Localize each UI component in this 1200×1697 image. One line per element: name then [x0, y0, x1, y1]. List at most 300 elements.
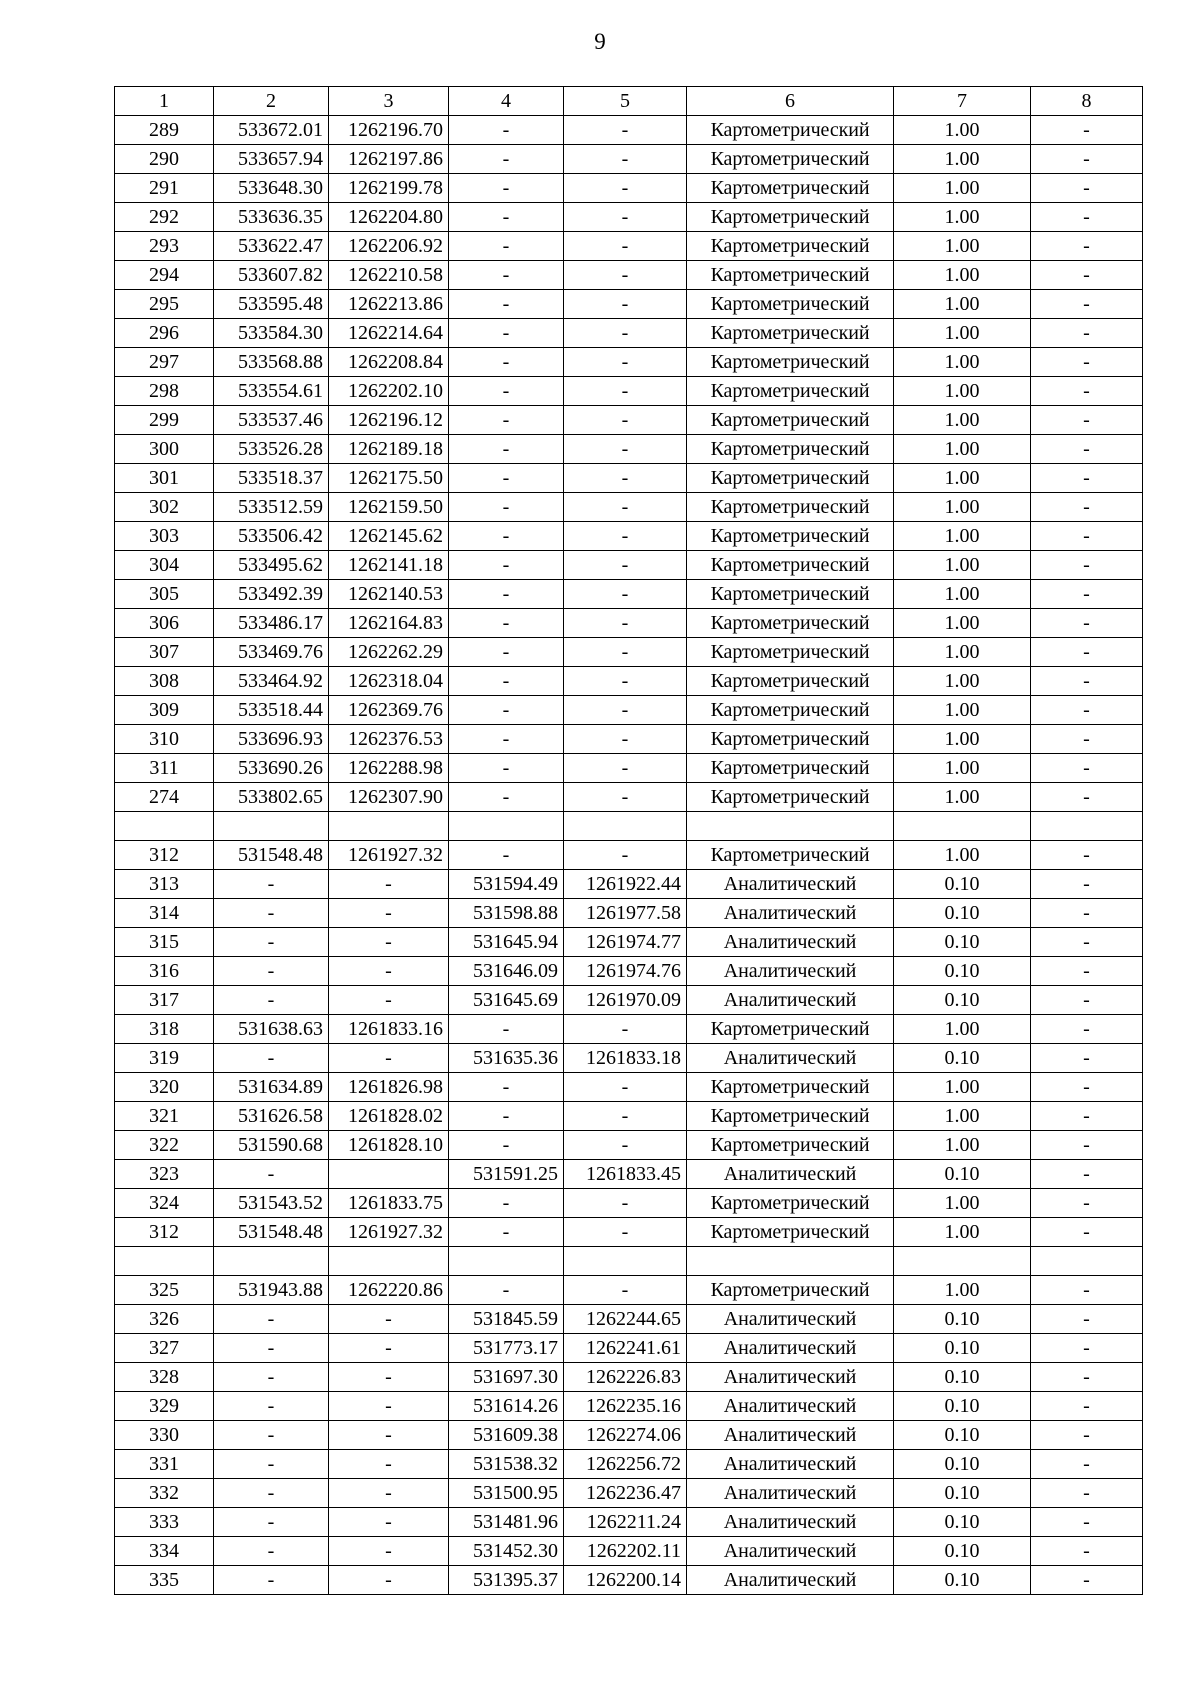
- y-coord-cell: 1261828.10: [329, 1131, 449, 1160]
- table-row: [115, 1537, 1143, 1566]
- x-new-cell: -: [449, 696, 564, 725]
- accuracy-cell: 0.10: [894, 1305, 1031, 1334]
- x-coord-cell: -: [214, 928, 329, 957]
- y-coord-cell: -: [329, 928, 449, 957]
- table-row: [115, 899, 1143, 928]
- note-cell: -: [1031, 1450, 1143, 1479]
- method-cell: [687, 812, 894, 841]
- x-coord-cell: 533584.30: [214, 319, 329, 348]
- note-cell: -: [1031, 1073, 1143, 1102]
- table-row: [115, 928, 1143, 957]
- table-row: [115, 1160, 1143, 1189]
- method-cell: Картометрический: [687, 1189, 894, 1218]
- x-new-cell: -: [449, 1131, 564, 1160]
- accuracy-cell: 0.10: [894, 1508, 1031, 1537]
- y-new-cell: -: [564, 145, 687, 174]
- x-new-cell: -: [449, 232, 564, 261]
- method-cell: Аналитический: [687, 870, 894, 899]
- accuracy-cell: 0.10: [894, 1392, 1031, 1421]
- note-cell: -: [1031, 1508, 1143, 1537]
- note-cell: -: [1031, 1160, 1143, 1189]
- y-coord-cell: 1262199.78: [329, 174, 449, 203]
- method-cell: Картометрический: [687, 1276, 894, 1305]
- accuracy-cell: 1.00: [894, 1131, 1031, 1160]
- y-new-cell: -: [564, 522, 687, 551]
- x-coord-cell: 531548.48: [214, 841, 329, 870]
- method-cell: Аналитический: [687, 899, 894, 928]
- accuracy-cell: 1.00: [894, 725, 1031, 754]
- table-row: [115, 406, 1143, 435]
- x-coord-cell: 533607.82: [214, 261, 329, 290]
- accuracy-cell: [894, 812, 1031, 841]
- table-body: [115, 116, 1143, 1595]
- x-new-cell: -: [449, 783, 564, 812]
- y-coord-cell: -: [329, 1044, 449, 1073]
- y-new-cell: -: [564, 174, 687, 203]
- method-cell: Картометрический: [687, 1015, 894, 1044]
- x-coord-cell: 533636.35: [214, 203, 329, 232]
- accuracy-cell: 1.00: [894, 261, 1031, 290]
- method-cell: Аналитический: [687, 1421, 894, 1450]
- note-cell: -: [1031, 1131, 1143, 1160]
- x-coord-cell: -: [214, 986, 329, 1015]
- accuracy-cell: 0.10: [894, 957, 1031, 986]
- method-cell: Картометрический: [687, 116, 894, 145]
- y-new-cell: -: [564, 319, 687, 348]
- table-row: [115, 232, 1143, 261]
- note-cell: -: [1031, 1334, 1143, 1363]
- method-cell: Аналитический: [687, 1537, 894, 1566]
- y-new-cell: -: [564, 725, 687, 754]
- y-new-cell: 1261833.45: [564, 1160, 687, 1189]
- y-coord-cell: 1262196.12: [329, 406, 449, 435]
- point-number-cell: 327: [115, 1334, 214, 1363]
- accuracy-cell: 1.00: [894, 319, 1031, 348]
- x-new-cell: -: [449, 348, 564, 377]
- x-coord-cell: 533622.47: [214, 232, 329, 261]
- accuracy-cell: 1.00: [894, 232, 1031, 261]
- point-number-cell: 334: [115, 1537, 214, 1566]
- y-coord-cell: 1261927.32: [329, 841, 449, 870]
- table-row: [115, 783, 1143, 812]
- x-coord-cell: 533568.88: [214, 348, 329, 377]
- note-cell: -: [1031, 493, 1143, 522]
- point-number-cell: 308: [115, 667, 214, 696]
- accuracy-cell: 0.10: [894, 1566, 1031, 1595]
- note-cell: -: [1031, 1102, 1143, 1131]
- method-cell: Картометрический: [687, 174, 894, 203]
- note-cell: -: [1031, 1015, 1143, 1044]
- point-number-cell: 300: [115, 435, 214, 464]
- note-cell: -: [1031, 551, 1143, 580]
- note-cell: -: [1031, 928, 1143, 957]
- x-coord-cell: 533486.17: [214, 609, 329, 638]
- accuracy-cell: 1.00: [894, 522, 1031, 551]
- x-coord-cell: 533492.39: [214, 580, 329, 609]
- table-row: [115, 290, 1143, 319]
- note-cell: [1031, 1247, 1143, 1276]
- y-new-cell: -: [564, 261, 687, 290]
- y-coord-cell: 1262208.84: [329, 348, 449, 377]
- note-cell: -: [1031, 1305, 1143, 1334]
- table-row: [115, 464, 1143, 493]
- point-number-cell: 328: [115, 1363, 214, 1392]
- point-number-cell: [115, 1247, 214, 1276]
- note-cell: -: [1031, 1421, 1143, 1450]
- method-cell: Картометрический: [687, 551, 894, 580]
- x-coord-cell: 531943.88: [214, 1276, 329, 1305]
- x-new-cell: -: [449, 638, 564, 667]
- accuracy-cell: 0.10: [894, 1421, 1031, 1450]
- x-coord-cell: -: [214, 1566, 329, 1595]
- note-cell: -: [1031, 725, 1143, 754]
- y-new-cell: -: [564, 1102, 687, 1131]
- note-cell: -: [1031, 116, 1143, 145]
- accuracy-cell: 1.00: [894, 377, 1031, 406]
- y-coord-cell: 1262376.53: [329, 725, 449, 754]
- note-cell: -: [1031, 1537, 1143, 1566]
- note-cell: -: [1031, 638, 1143, 667]
- accuracy-cell: 1.00: [894, 667, 1031, 696]
- table-row: [115, 841, 1143, 870]
- accuracy-cell: 1.00: [894, 145, 1031, 174]
- method-cell: Картометрический: [687, 464, 894, 493]
- accuracy-cell: 0.10: [894, 928, 1031, 957]
- table-row: [115, 1363, 1143, 1392]
- x-coord-cell: -: [214, 1160, 329, 1189]
- y-coord-cell: 1262318.04: [329, 667, 449, 696]
- point-number-cell: 310: [115, 725, 214, 754]
- accuracy-cell: 1.00: [894, 754, 1031, 783]
- x-coord-cell: 533512.59: [214, 493, 329, 522]
- point-number-cell: 319: [115, 1044, 214, 1073]
- point-number-cell: 294: [115, 261, 214, 290]
- x-coord-cell: -: [214, 1044, 329, 1073]
- point-number-cell: 297: [115, 348, 214, 377]
- point-number-cell: 323: [115, 1160, 214, 1189]
- table-row: [115, 667, 1143, 696]
- x-new-cell: 531773.17: [449, 1334, 564, 1363]
- x-new-cell: [449, 812, 564, 841]
- y-new-cell: 1262244.65: [564, 1305, 687, 1334]
- x-coord-cell: -: [214, 1305, 329, 1334]
- point-number-cell: 332: [115, 1479, 214, 1508]
- x-coord-cell: 533554.61: [214, 377, 329, 406]
- method-cell: Аналитический: [687, 986, 894, 1015]
- table-row: [115, 754, 1143, 783]
- y-new-cell: 1262236.47: [564, 1479, 687, 1508]
- point-number-cell: 299: [115, 406, 214, 435]
- y-coord-cell: -: [329, 986, 449, 1015]
- y-new-cell: 1261833.18: [564, 1044, 687, 1073]
- point-number-cell: 316: [115, 957, 214, 986]
- method-cell: Аналитический: [687, 928, 894, 957]
- method-cell: Картометрический: [687, 435, 894, 464]
- table-row: [115, 1450, 1143, 1479]
- point-number-cell: 314: [115, 899, 214, 928]
- y-new-cell: -: [564, 609, 687, 638]
- x-new-cell: -: [449, 1015, 564, 1044]
- table-row: [115, 116, 1143, 145]
- y-new-cell: 1261974.76: [564, 957, 687, 986]
- x-new-cell: -: [449, 406, 564, 435]
- note-cell: -: [1031, 580, 1143, 609]
- table-row: [115, 1218, 1143, 1247]
- header-cell: 2: [214, 87, 329, 116]
- x-new-cell: -: [449, 493, 564, 522]
- x-coord-cell: 533526.28: [214, 435, 329, 464]
- x-coord-cell: -: [214, 1450, 329, 1479]
- table-row: [115, 1392, 1143, 1421]
- table-row: [115, 957, 1143, 986]
- y-new-cell: -: [564, 638, 687, 667]
- x-new-cell: -: [449, 290, 564, 319]
- y-coord-cell: 1262197.86: [329, 145, 449, 174]
- y-coord-cell: [329, 1160, 449, 1189]
- y-coord-cell: 1262210.58: [329, 261, 449, 290]
- y-coord-cell: 1262189.18: [329, 435, 449, 464]
- x-new-cell: 531646.09: [449, 957, 564, 986]
- note-cell: -: [1031, 232, 1143, 261]
- x-coord-cell: 533657.94: [214, 145, 329, 174]
- accuracy-cell: 0.10: [894, 1479, 1031, 1508]
- table-row: [115, 1131, 1143, 1160]
- coordinates-table: [114, 86, 1143, 1595]
- point-number-cell: 312: [115, 841, 214, 870]
- table-row: [115, 1479, 1143, 1508]
- note-cell: -: [1031, 754, 1143, 783]
- header-cell: 6: [687, 87, 894, 116]
- method-cell: Аналитический: [687, 957, 894, 986]
- method-cell: Картометрический: [687, 290, 894, 319]
- x-coord-cell: 533469.76: [214, 638, 329, 667]
- point-number-cell: 307: [115, 638, 214, 667]
- x-new-cell: 531591.25: [449, 1160, 564, 1189]
- table-row: [115, 1015, 1143, 1044]
- header-cell: 3: [329, 87, 449, 116]
- table-row: [115, 870, 1143, 899]
- method-cell: Аналитический: [687, 1392, 894, 1421]
- x-new-cell: 531645.94: [449, 928, 564, 957]
- y-coord-cell: -: [329, 1508, 449, 1537]
- y-new-cell: -: [564, 696, 687, 725]
- note-cell: -: [1031, 1044, 1143, 1073]
- accuracy-cell: 1.00: [894, 174, 1031, 203]
- accuracy-cell: 1.00: [894, 1102, 1031, 1131]
- x-coord-cell: 531543.52: [214, 1189, 329, 1218]
- note-cell: -: [1031, 986, 1143, 1015]
- table-row: [115, 1189, 1143, 1218]
- accuracy-cell: 1.00: [894, 783, 1031, 812]
- y-coord-cell: 1262213.86: [329, 290, 449, 319]
- accuracy-cell: 1.00: [894, 203, 1031, 232]
- note-cell: -: [1031, 290, 1143, 319]
- header-cell: 8: [1031, 87, 1143, 116]
- point-number-cell: 320: [115, 1073, 214, 1102]
- y-new-cell: 1262211.24: [564, 1508, 687, 1537]
- x-coord-cell: 531634.89: [214, 1073, 329, 1102]
- y-new-cell: -: [564, 1131, 687, 1160]
- point-number-cell: 331: [115, 1450, 214, 1479]
- y-coord-cell: 1262206.92: [329, 232, 449, 261]
- y-new-cell: -: [564, 1276, 687, 1305]
- x-new-cell: [449, 1247, 564, 1276]
- x-new-cell: -: [449, 1189, 564, 1218]
- method-cell: Картометрический: [687, 377, 894, 406]
- x-coord-cell: -: [214, 1334, 329, 1363]
- table-row: [115, 145, 1143, 174]
- note-cell: -: [1031, 1479, 1143, 1508]
- note-cell: -: [1031, 609, 1143, 638]
- point-number-cell: 321: [115, 1102, 214, 1131]
- y-coord-cell: 1262369.76: [329, 696, 449, 725]
- y-new-cell: [564, 1247, 687, 1276]
- y-coord-cell: -: [329, 899, 449, 928]
- method-cell: Картометрический: [687, 638, 894, 667]
- y-new-cell: -: [564, 551, 687, 580]
- point-number-cell: 292: [115, 203, 214, 232]
- method-cell: Картометрический: [687, 232, 894, 261]
- table-row: [115, 1073, 1143, 1102]
- table-row: [115, 696, 1143, 725]
- note-cell: -: [1031, 957, 1143, 986]
- method-cell: Картометрический: [687, 783, 894, 812]
- y-new-cell: -: [564, 435, 687, 464]
- note-cell: -: [1031, 696, 1143, 725]
- y-coord-cell: 1262202.10: [329, 377, 449, 406]
- method-cell: Картометрический: [687, 406, 894, 435]
- accuracy-cell: 1.00: [894, 348, 1031, 377]
- x-new-cell: -: [449, 377, 564, 406]
- x-new-cell: -: [449, 203, 564, 232]
- x-new-cell: -: [449, 522, 564, 551]
- note-cell: -: [1031, 899, 1143, 928]
- y-coord-cell: 1262307.90: [329, 783, 449, 812]
- accuracy-cell: 1.00: [894, 696, 1031, 725]
- note-cell: -: [1031, 841, 1143, 870]
- note-cell: -: [1031, 783, 1143, 812]
- x-new-cell: 531697.30: [449, 1363, 564, 1392]
- x-coord-cell: 533518.44: [214, 696, 329, 725]
- y-coord-cell: 1262204.80: [329, 203, 449, 232]
- note-cell: -: [1031, 174, 1143, 203]
- y-new-cell: -: [564, 464, 687, 493]
- note-cell: -: [1031, 319, 1143, 348]
- point-number-cell: 293: [115, 232, 214, 261]
- header-cell: 4: [449, 87, 564, 116]
- y-coord-cell: 1262164.83: [329, 609, 449, 638]
- x-new-cell: -: [449, 609, 564, 638]
- table-row: [115, 493, 1143, 522]
- y-new-cell: -: [564, 493, 687, 522]
- table-row: [115, 1566, 1143, 1595]
- x-new-cell: -: [449, 464, 564, 493]
- x-new-cell: -: [449, 841, 564, 870]
- y-coord-cell: 1262288.98: [329, 754, 449, 783]
- accuracy-cell: 1.00: [894, 638, 1031, 667]
- x-new-cell: -: [449, 261, 564, 290]
- note-cell: -: [1031, 1363, 1143, 1392]
- y-coord-cell: 1261826.98: [329, 1073, 449, 1102]
- accuracy-cell: 0.10: [894, 986, 1031, 1015]
- x-coord-cell: 533696.93: [214, 725, 329, 754]
- table-row: [115, 1276, 1143, 1305]
- y-coord-cell: 1262214.64: [329, 319, 449, 348]
- x-coord-cell: -: [214, 870, 329, 899]
- y-coord-cell: 1262145.62: [329, 522, 449, 551]
- point-number-cell: 313: [115, 870, 214, 899]
- x-coord-cell: -: [214, 1508, 329, 1537]
- x-new-cell: -: [449, 116, 564, 145]
- x-new-cell: -: [449, 551, 564, 580]
- header-cell: 5: [564, 87, 687, 116]
- point-number-cell: 318: [115, 1015, 214, 1044]
- x-coord-cell: 533495.62: [214, 551, 329, 580]
- y-new-cell: -: [564, 116, 687, 145]
- x-new-cell: 531635.36: [449, 1044, 564, 1073]
- point-number-cell: 302: [115, 493, 214, 522]
- x-coord-cell: 533537.46: [214, 406, 329, 435]
- y-coord-cell: 1262262.29: [329, 638, 449, 667]
- point-number-cell: 296: [115, 319, 214, 348]
- y-new-cell: 1262200.14: [564, 1566, 687, 1595]
- method-cell: Картометрический: [687, 348, 894, 377]
- y-new-cell: -: [564, 754, 687, 783]
- y-coord-cell: -: [329, 1334, 449, 1363]
- accuracy-cell: 0.10: [894, 870, 1031, 899]
- accuracy-cell: 1.00: [894, 841, 1031, 870]
- x-new-cell: 531594.49: [449, 870, 564, 899]
- accuracy-cell: 1.00: [894, 435, 1031, 464]
- x-new-cell: 531481.96: [449, 1508, 564, 1537]
- x-coord-cell: -: [214, 1363, 329, 1392]
- x-new-cell: -: [449, 174, 564, 203]
- accuracy-cell: 1.00: [894, 1218, 1031, 1247]
- method-cell: Аналитический: [687, 1508, 894, 1537]
- note-cell: -: [1031, 145, 1143, 174]
- accuracy-cell: 0.10: [894, 1334, 1031, 1363]
- note-cell: -: [1031, 203, 1143, 232]
- y-new-cell: 1261974.77: [564, 928, 687, 957]
- y-coord-cell: -: [329, 1537, 449, 1566]
- table-row: [115, 1102, 1143, 1131]
- table-row: [115, 1247, 1143, 1276]
- note-cell: -: [1031, 1276, 1143, 1305]
- method-cell: Картометрический: [687, 1102, 894, 1131]
- y-coord-cell: -: [329, 870, 449, 899]
- y-coord-cell: -: [329, 1305, 449, 1334]
- table-row: [115, 522, 1143, 551]
- table-row: [115, 580, 1143, 609]
- y-new-cell: -: [564, 1189, 687, 1218]
- point-number-cell: 309: [115, 696, 214, 725]
- y-new-cell: 1262256.72: [564, 1450, 687, 1479]
- x-coord-cell: -: [214, 1537, 329, 1566]
- point-number-cell: 290: [115, 145, 214, 174]
- method-cell: Картометрический: [687, 1073, 894, 1102]
- y-new-cell: 1262235.16: [564, 1392, 687, 1421]
- y-coord-cell: 1261833.16: [329, 1015, 449, 1044]
- accuracy-cell: 0.10: [894, 1363, 1031, 1392]
- accuracy-cell: 0.10: [894, 1044, 1031, 1073]
- x-new-cell: 531598.88: [449, 899, 564, 928]
- table-row: [115, 1305, 1143, 1334]
- point-number-cell: 330: [115, 1421, 214, 1450]
- y-new-cell: -: [564, 1073, 687, 1102]
- table-row: [115, 986, 1143, 1015]
- x-new-cell: 531614.26: [449, 1392, 564, 1421]
- table-row: [115, 174, 1143, 203]
